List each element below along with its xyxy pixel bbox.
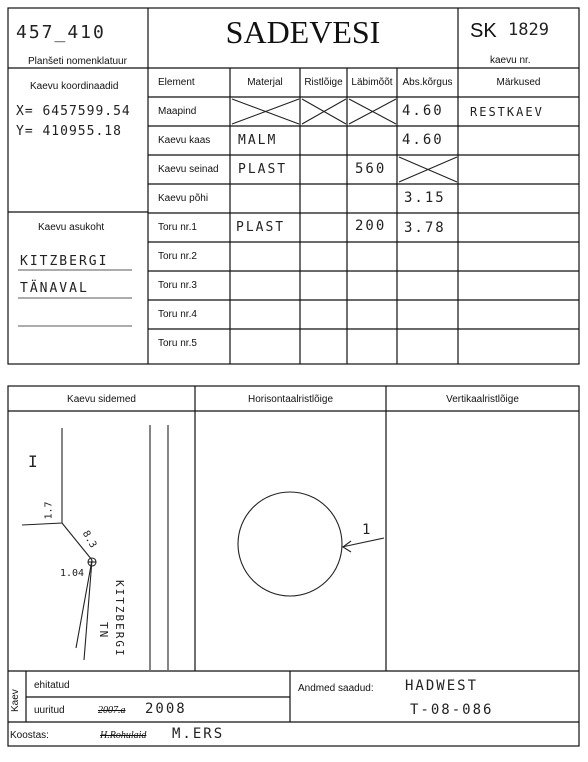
coordinates-label: Kaevu koordinaadid — [30, 81, 119, 92]
row-element: Kaevu põhi — [158, 193, 209, 204]
col-markused-header: Märkused — [496, 77, 541, 88]
row-labimoot: 560 — [355, 161, 387, 177]
row-markused: RESTKAEV — [470, 105, 544, 119]
sk-label: kaevu nr. — [490, 55, 531, 66]
andmed-label: Andmed saadud: — [298, 683, 374, 694]
andmed-code: T-08-086 — [410, 702, 494, 718]
row-element: Kaevu seinad — [158, 164, 219, 175]
coord-x: X= 6457599.54 — [16, 104, 131, 119]
row-abs: 3.15 — [404, 190, 446, 206]
uuritud-new: 2008 — [145, 701, 187, 717]
sidemed-sketch — [22, 425, 168, 670]
dist-104: 1.04 — [60, 568, 85, 579]
col-labimoot-header: Läbimõõt — [351, 77, 393, 88]
koostas-label: Koostas: — [10, 730, 49, 741]
col-element-header: Element — [158, 77, 195, 88]
row-abs: 4.60 — [402, 132, 444, 148]
ehitatud-label: ehitatud — [34, 680, 70, 691]
sk-number: 1829 — [508, 20, 549, 40]
row-element: Kaevu kaas — [158, 135, 211, 146]
row-element: Toru nr.5 — [158, 338, 197, 349]
nomenclature-label: Planšeti nomenklatuur — [28, 56, 127, 67]
horisontaal-label: Horisontaalristlõige — [247, 394, 334, 405]
col-abs-header: Abs.kõrgus — [402, 77, 453, 88]
row-labimoot: 200 — [355, 218, 387, 234]
coord-y: Y= 410955.18 — [16, 124, 122, 139]
row-element: Maapind — [158, 106, 197, 117]
dist-17: 1.7 — [43, 501, 55, 520]
street-name-label: KITZBERGI — [113, 580, 126, 658]
mark-i: I — [28, 452, 40, 471]
row-element: Toru nr.4 — [158, 309, 197, 320]
row-element: Toru nr.2 — [158, 251, 197, 262]
row-abs: 3.78 — [404, 220, 446, 236]
sidemed-label: Kaevu sidemed — [67, 394, 136, 405]
street-suffix: TN — [97, 622, 110, 640]
koostas-old: H.Rohulaid — [100, 730, 147, 741]
sk-prefix: SK — [470, 20, 497, 42]
col-ristloige-header: Ristlõige — [304, 77, 343, 88]
vertikaal-label: Vertikaalristlõige — [446, 394, 519, 405]
pipe-label: 1 — [362, 522, 373, 538]
nomenclature-value: 457_410 — [16, 22, 106, 43]
row-materjal: PLAST — [238, 162, 288, 177]
page-title: SADEVESI — [225, 14, 381, 50]
row-materjal: MALM — [238, 133, 278, 148]
kaev-label: Kaev — [10, 689, 21, 712]
location-label: Kaevu asukoht — [38, 222, 105, 233]
row-element: Toru nr.1 — [158, 222, 197, 233]
horizontal-section — [238, 492, 384, 596]
row-abs: 4.60 — [402, 103, 444, 119]
uuritud-old: 2007.a — [98, 705, 126, 716]
koostas-value: M.ERS — [172, 726, 225, 742]
row-element: Toru nr.3 — [158, 280, 197, 291]
dist-83: 8.3 — [79, 528, 99, 551]
uuritud-label: uuritud — [34, 705, 65, 716]
andmed-value: HADWEST — [405, 678, 479, 694]
location-line2: TÄNAVAL — [20, 281, 89, 296]
col-materjal-header: Materjal — [247, 77, 283, 88]
location-line1: KITZBERGI — [20, 254, 109, 269]
row-materjal: PLAST — [236, 220, 286, 235]
